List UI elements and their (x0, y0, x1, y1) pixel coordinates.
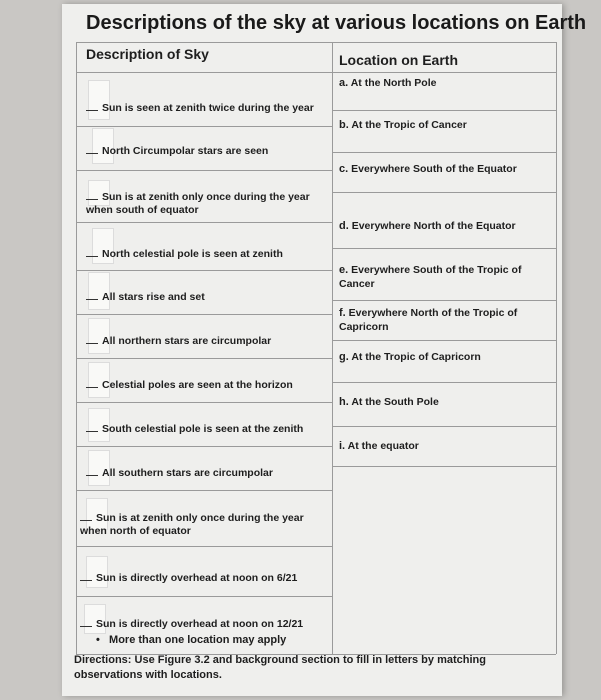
description-row: Celestial poles are seen at the horizon (86, 379, 293, 392)
row-rule (76, 490, 332, 491)
header-location: Location on Earth (339, 52, 458, 68)
description-row: North celestial pole is seen at zenith (86, 248, 283, 261)
row-rule (76, 358, 332, 359)
loc-rule (332, 152, 556, 153)
location-item: f. Everywhere North of the Tropic of Capricorn (339, 307, 518, 333)
location-item: e. Everywhere South of the Tropic of Cancer (339, 264, 522, 290)
table-border-right (556, 42, 557, 654)
row-rule (76, 270, 332, 271)
description-row: Sun is at zenith only once during the year when south of equator (86, 191, 310, 216)
loc-rule (332, 192, 556, 193)
location-item: h. At the South Pole (339, 396, 439, 408)
row-rule (76, 222, 332, 223)
location-item: c. Everywhere South of the Equator (339, 163, 517, 175)
description-row: All northern stars are circumpolar (86, 335, 271, 348)
header-rule (76, 72, 556, 73)
loc-rule (332, 466, 556, 467)
location-item: i. At the equator (339, 440, 419, 452)
directions: Directions: Use Figure 3.2 and background section to fill in letters by matching observations with locations. (74, 654, 486, 681)
location-item: a. At the North Pole (339, 77, 437, 89)
description-row: Sun is directly overhead at noon on 6/21 (80, 572, 297, 585)
row-rule (76, 314, 332, 315)
row-rule (76, 596, 332, 597)
loc-rule (332, 248, 556, 249)
description-row: Sun is seen at zenith twice during the year (86, 102, 314, 115)
multiple-location-note: • More than one location may apply (96, 634, 287, 646)
row-rule (76, 170, 332, 171)
location-item: b. At the Tropic of Cancer (339, 119, 467, 131)
row-rule (76, 126, 332, 127)
loc-rule (332, 110, 556, 111)
table-top (76, 42, 556, 43)
location-item: g. At the Tropic of Capricorn (339, 351, 481, 363)
description-row: Sun is at zenith only once during the year when north of equator (80, 512, 304, 537)
page-title: Descriptions of the sky at various locations on Earth (86, 12, 587, 34)
loc-rule (332, 426, 556, 427)
row-rule (76, 402, 332, 403)
loc-rule (332, 340, 556, 341)
loc-rule (332, 382, 556, 383)
description-row: All stars rise and set (86, 291, 205, 304)
header-description: Description of Sky (86, 46, 209, 62)
loc-rule (332, 300, 556, 301)
description-row: Sun is directly overhead at noon on 12/21 (80, 618, 303, 631)
table-border-left (76, 42, 77, 654)
description-row: North Circumpolar stars are seen (86, 145, 268, 158)
description-row: South celestial pole is seen at the zenith (86, 423, 303, 436)
row-rule (76, 546, 332, 547)
row-rule (76, 446, 332, 447)
description-row: All southern stars are circumpolar (86, 467, 273, 480)
table-divider (332, 42, 333, 654)
location-item: d. Everywhere North of the Equator (339, 220, 516, 232)
bullet: • (96, 634, 100, 646)
